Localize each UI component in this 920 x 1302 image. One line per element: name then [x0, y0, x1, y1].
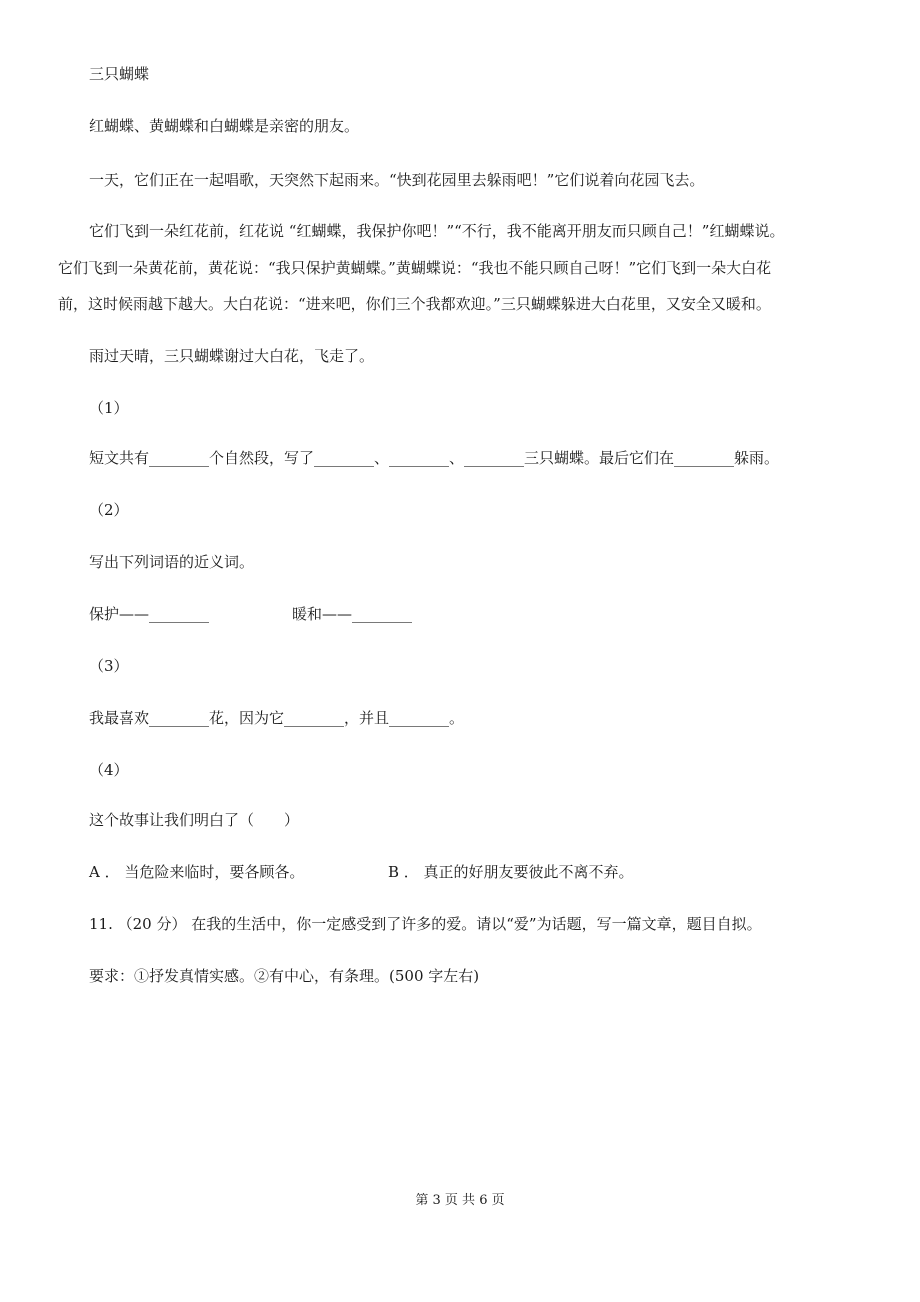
question-2-item-2: 暖和——________: [292, 605, 413, 623]
question-11-prompt: 11. （20 分） 在我的生活中，你一定感受到了许多的爱。请以“爱”为话题，写一篇文章，题目自拟。: [89, 915, 762, 933]
question-1-number: （1）: [89, 399, 129, 417]
page-footer: 第 3 页 共 6 页: [415, 1193, 505, 1208]
passage-paragraph-3-line-2: 它们飞到一朵黄花前，黄花说：“我只保护黄蝴蝶。”黄蝴蝶说：“我也不能只顾自己呀！”它们飞到一朵大白花: [58, 259, 772, 277]
passage-paragraph-3-line-3: 前，这时候雨越下越大。大白花说：“进来吧，你们三个我都欢迎。”三只蝴蝶躲进大白花里，又安全又暖和。: [58, 295, 771, 313]
question-3-text: 我最喜欢________花，因为它________，并且________。: [89, 709, 465, 727]
passage-paragraph-2: 一天，它们正在一起唱歌，天突然下起雨来。“快到花园里去躲雨吧！”它们说着向花园飞去。: [89, 171, 705, 189]
passage-paragraph-1: 红蝴蝶、黄蝴蝶和白蝴蝶是亲密的朋友。: [89, 117, 360, 135]
question-2-item-1: 保护——________: [89, 605, 210, 623]
question-4-text: 这个故事让我们明白了（ ）: [89, 811, 300, 829]
question-3-number: （3）: [89, 657, 129, 675]
question-1-text: 短文共有________个自然段，写了________、________、________三只蝴蝶。最后它们在________躲雨。: [89, 449, 780, 467]
option-a: A ． 当危险来临时，要各顾各。: [89, 863, 305, 881]
question-2-instruction: 写出下列词语的近义词。: [89, 553, 255, 571]
question-11-requirement: 要求：①抒发真情实感。②有中心，有条理。(500 字左右): [89, 967, 480, 985]
question-4-number: （4）: [89, 761, 129, 779]
question-2-number: （2）: [89, 501, 129, 519]
passage-paragraph-3-line-1: 它们飞到一朵红花前，红花说 “红蝴蝶，我保护你吧！”“不行，我不能离开朋友而只顾自己！”红蝴蝶说。: [89, 222, 785, 240]
passage-title: 三只蝴蝶: [89, 65, 150, 83]
option-b: B ． 真正的好朋友要彼此不离不弃。: [388, 863, 634, 881]
passage-paragraph-4: 雨过天晴，三只蝴蝶谢过大白花，飞走了。: [89, 347, 375, 365]
